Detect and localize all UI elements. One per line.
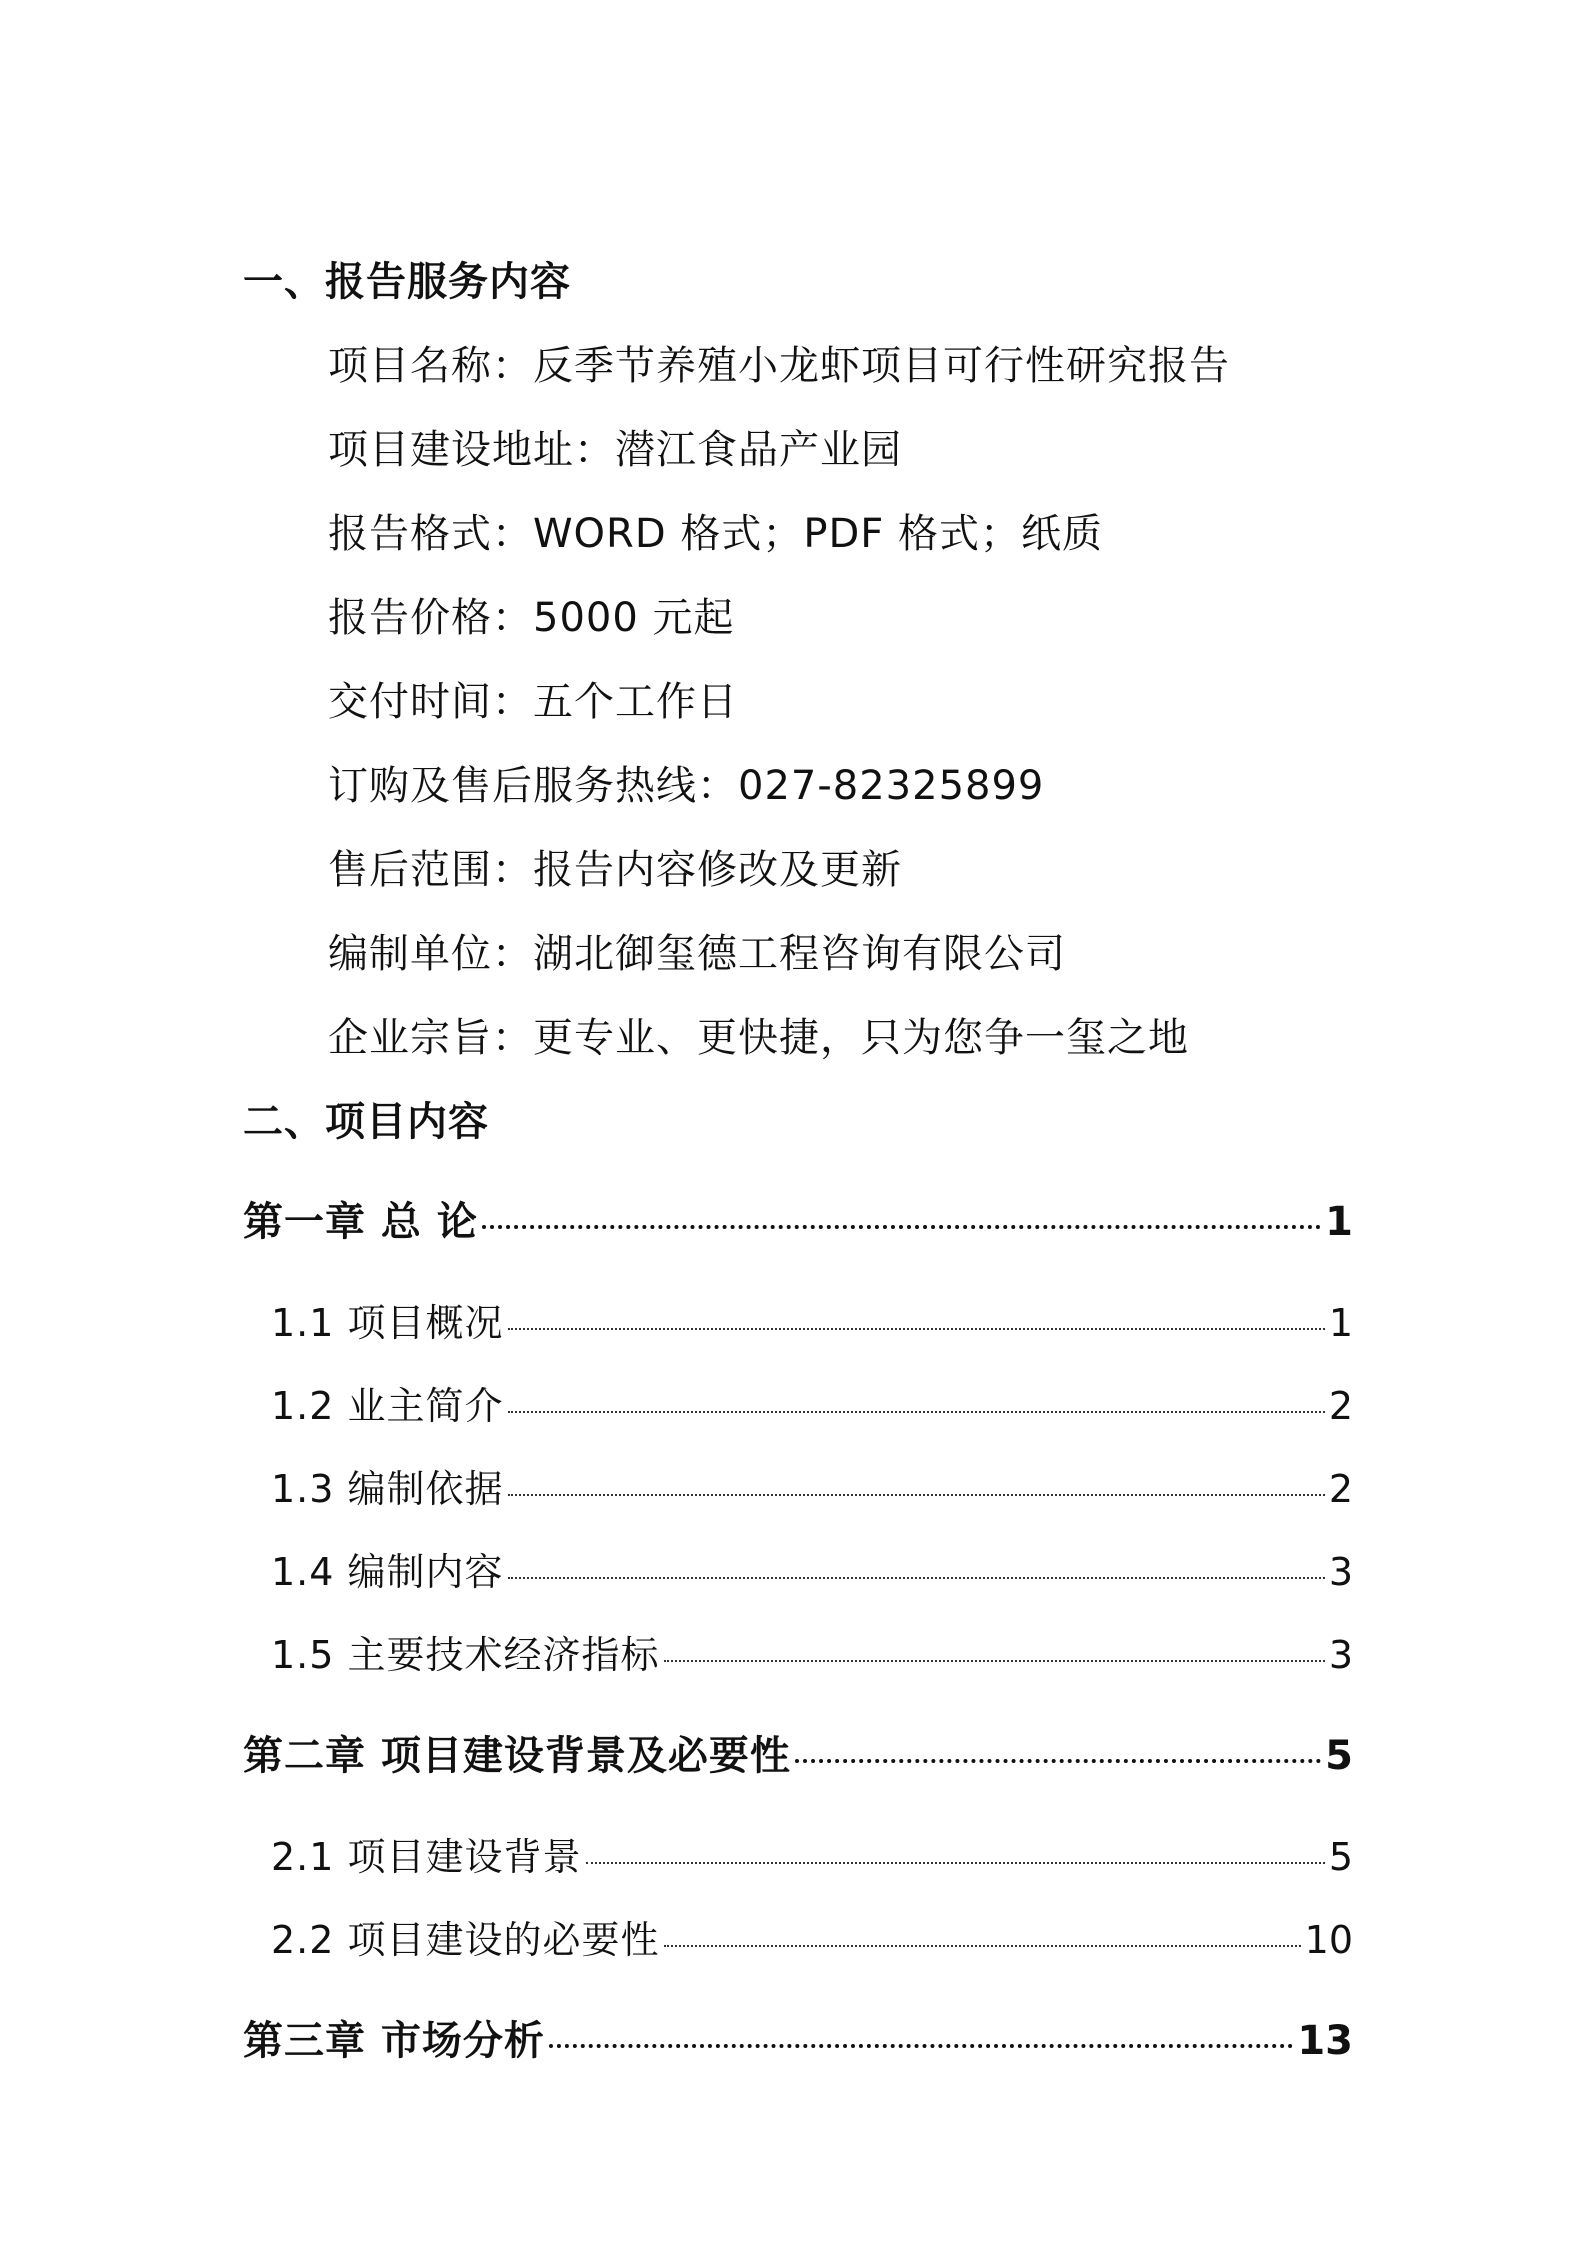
toc-section-1-2[interactable]	[243, 1375, 1353, 1430]
toc-leader-dots	[795, 1759, 1321, 1763]
toc-page-number: 10	[1304, 1918, 1353, 1962]
toc-leader-dots	[664, 1660, 1325, 1662]
toc-title: 1.2 业主简介	[271, 1384, 504, 1428]
toc-title: 第一章 总 论	[243, 1199, 478, 1245]
toc-section-1-1[interactable]	[243, 1292, 1353, 1347]
info-project-address: 项目建设地址：潜江食品产业园	[328, 427, 902, 473]
toc-page-number: 13	[1297, 2018, 1353, 2064]
toc-section-2-2[interactable]	[243, 1909, 1353, 1964]
section-heading-content: 二、项目内容	[243, 1099, 489, 1145]
toc-page-number: 1	[1325, 1199, 1353, 1245]
toc-page-number: 3	[1328, 1550, 1353, 1594]
info-report-format: 报告格式：WORD 格式；PDF 格式；纸质	[328, 511, 1103, 557]
toc-page-number: 1	[1328, 1301, 1353, 1345]
toc-page-number: 3	[1328, 1633, 1353, 1677]
toc-title: 2.2 项目建设的必要性	[271, 1918, 660, 1962]
info-aftersales-scope: 售后范围：报告内容修改及更新	[328, 847, 902, 893]
toc-leader-dots	[508, 1577, 1325, 1579]
toc-leader-dots	[549, 2044, 1293, 2048]
toc-title: 1.3 编制依据	[271, 1467, 504, 1511]
toc-section-1-4[interactable]	[243, 1541, 1353, 1596]
toc-chapter-2[interactable]	[243, 1724, 1353, 1781]
info-company-tenet: 企业宗旨：更专业、更快捷，只为您争一玺之地	[328, 1015, 1189, 1061]
toc-title: 第三章 市场分析	[243, 2018, 545, 2064]
info-compiling-unit: 编制单位：湖北御玺德工程咨询有限公司	[328, 931, 1066, 977]
section-heading-service: 一、报告服务内容	[243, 259, 571, 305]
info-report-price: 报告价格：5000 元起	[328, 595, 735, 641]
toc-title: 1.5 主要技术经济指标	[271, 1633, 660, 1677]
toc-leader-dots	[664, 1945, 1301, 1947]
toc-leader-dots	[482, 1225, 1321, 1229]
toc-page-number: 2	[1328, 1467, 1353, 1511]
info-delivery-time: 交付时间：五个工作日	[328, 679, 738, 725]
toc-title: 1.1 项目概况	[271, 1301, 504, 1345]
toc-chapter-1[interactable]	[243, 1190, 1353, 1247]
toc-leader-dots	[508, 1494, 1325, 1496]
toc-page-number: 2	[1328, 1384, 1353, 1428]
info-project-name: 项目名称：反季节养殖小龙虾项目可行性研究报告	[328, 343, 1230, 389]
toc-leader-dots	[508, 1328, 1325, 1330]
toc-title: 2.1 项目建设背景	[271, 1835, 582, 1879]
toc-page-number: 5	[1328, 1835, 1353, 1879]
toc-section-1-5[interactable]	[243, 1624, 1353, 1679]
toc-title: 第二章 项目建设背景及必要性	[243, 1733, 791, 1779]
toc-section-2-1[interactable]	[243, 1826, 1353, 1881]
toc-page-number: 5	[1325, 1733, 1353, 1779]
toc-leader-dots	[508, 1411, 1325, 1413]
toc-title: 1.4 编制内容	[271, 1550, 504, 1594]
toc-chapter-3[interactable]	[243, 2009, 1353, 2066]
toc-leader-dots	[586, 1862, 1325, 1864]
toc-section-1-3[interactable]	[243, 1458, 1353, 1513]
info-hotline: 订购及售后服务热线：027-82325899	[328, 763, 1045, 809]
